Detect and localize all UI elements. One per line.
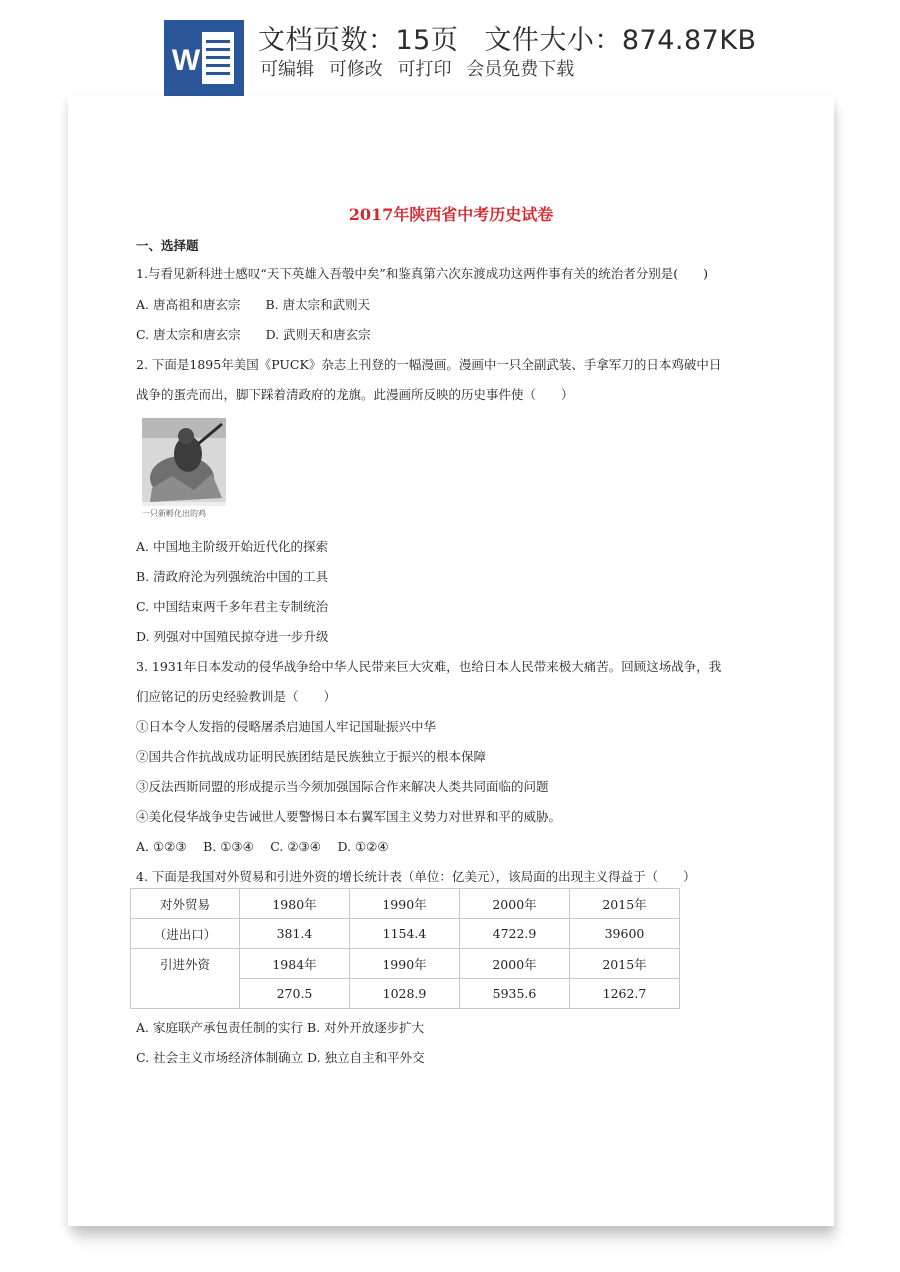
table-cell: 2015年 [570,889,680,919]
cartoon-caption: 一只新孵化出的鸡 [142,509,206,518]
q3-item-3: ③反法西斯同盟的形成提示当今须加强国际合作来解决人类共同面临的问题 [136,779,549,794]
table-cell: 381.4 [240,919,350,949]
banner-file-info [258,18,757,57]
table-cell: 1980年 [240,889,350,919]
table-cell: 1028.9 [350,979,460,1009]
table-cell: 1262.7 [570,979,680,1009]
word-doc-icon [164,20,244,96]
q3-item-2: ②国共合作抗战成功证明民族团结是民族独立于振兴的根本保障 [136,749,487,764]
table-cell: 2000年 [460,949,570,979]
table-row [131,889,680,919]
table-row [131,949,680,979]
table-cell: 4722.9 [460,919,570,949]
table-cell: 2000年 [460,889,570,919]
q2-stem-line1: 2. 下面是1895年美国《PUCK》杂志上刊登的一幅漫画。漫画中一只全副武装、手拿军刀的日本鸡破中日 [136,357,722,372]
section-heading: 一、选择题 [136,238,199,253]
q2-option-a: A. 中国地主阶级开始近代化的探索 [136,539,328,554]
q2-option-d: D. 列强对中国殖民掠夺进一步升级 [136,629,329,644]
table-cell: 39600 [570,919,680,949]
q3-options: A. ①②③ B. ①③④ C. ②③④ D. ①②④ [136,839,389,854]
table-cell: 5935.6 [460,979,570,1009]
banner-features [260,55,583,81]
q2-option-c: C. 中国结束两千多年君主专制统治 [136,599,329,614]
table-cell: 270.5 [240,979,350,1009]
q3-stem-line2: 们应铭记的历史经验教训是（ ） [136,689,337,704]
trade-label: 对外贸易 [131,889,240,919]
puck-cartoon-image [142,418,226,518]
table-cell: 2015年 [570,949,680,979]
q1-stem: 1.与看见新科进士感叹“天下英雄入吾彀中矣”和鉴真第六次东渡成功这两件事有关的统治者分别是( ) [136,266,708,281]
feature-modifiable: 可修改 [328,59,383,80]
table-cell: 1990年 [350,889,460,919]
q4-stem: 4. 下面是我国对外贸易和引进外资的增长统计表（单位：亿美元），该局面的出现主义得益于（ ） [136,869,696,884]
table-cell: 1984年 [240,949,350,979]
q4-options-ab: A. 家庭联产承包责任制的实行 B. 对外开放逐步扩大 [136,1020,425,1035]
page-title: 2017年陕西省中考历史试卷 [348,205,554,224]
q3-item-1: ①日本令人发指的侵略屠杀启迪国人牢记国耻振兴中华 [136,719,437,734]
q3-stem-line1: 3. 1931年日本发动的侵华战争给中华人民带来巨大灾难，也给日本人民带来极大痛苦。回顾这场战争，我 [136,659,722,674]
file-size-label: 文件大小：874.87KB [484,25,757,56]
invest-label: 引进外资 [131,949,240,1009]
q1-options-cd: C. 唐太宗和唐玄宗 D. 武则天和唐玄宗 [136,327,371,342]
document-page [68,96,834,1226]
svg-text:W: W [171,44,201,77]
trade-investment-table [130,888,680,1009]
feature-member-download[interactable]: 会员免费下载 [466,59,575,80]
page-count-label: 文档页数：15页 [258,25,459,56]
feature-editable: 可编辑 [260,59,314,80]
q2-option-b: B. 清政府沦为列强统治中国的工具 [136,569,329,584]
q4-options-cd: C. 社会主义市场经济体制确立 D. 独立自主和平外交 [136,1050,425,1065]
q2-stem-line2: 战争的蛋壳而出，脚下踩着清政府的龙旗。此漫画所反映的历史事件使（ ） [136,387,574,402]
q3-item-4: ④美化侵华战争史告诫世人要警惕日本右翼军国主义势力对世界和平的威胁。 [136,809,562,824]
table-row [131,919,680,949]
table-cell: 1154.4 [350,919,460,949]
feature-printable: 可打印 [397,59,452,80]
download-banner [0,0,900,96]
table-cell: 1990年 [350,949,460,979]
trade-label-sub: （进出口） [131,919,240,949]
q1-options-ab: A. 唐高祖和唐玄宗 B. 唐太宗和武则天 [136,297,371,312]
